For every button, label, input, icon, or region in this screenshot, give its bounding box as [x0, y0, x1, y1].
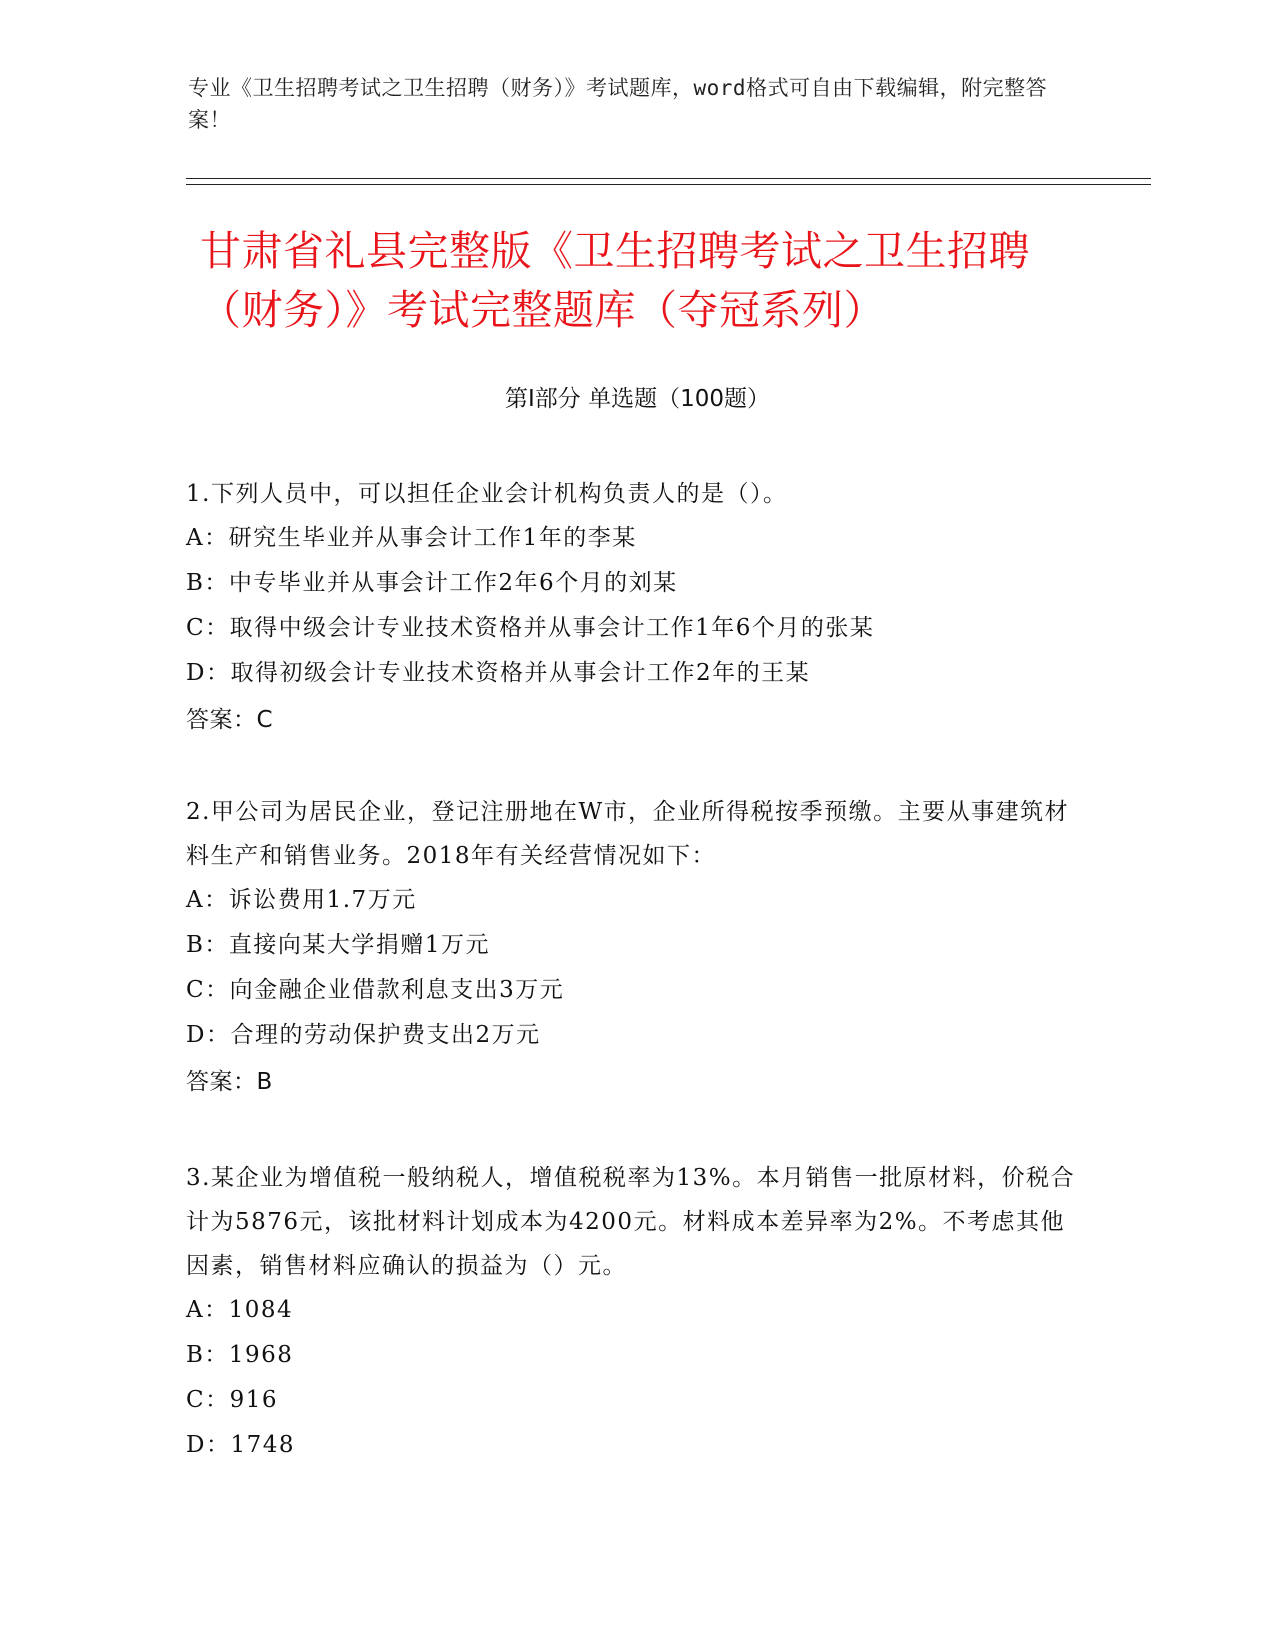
option-d: D：合理的劳动保护费支出2万元: [186, 1022, 541, 1048]
question-stem: 3.某企业为增值税一般纳税人，增值税税率为13%。本月销售一批原材料，价税合计为5876元，该批材料计划成本为4200元。材料成本差异率为2%。不考虑其他因素，销售材料应确认的损益为（）元。: [186, 1165, 1076, 1279]
option-a: A：研究生毕业并从事会计工作1年的李某: [186, 525, 637, 551]
header-note: 专业《卫生招聘考试之卫生招聘（财务）》考试题库，word格式可自由下载编辑，附完整答案！: [188, 76, 1048, 132]
option-c: C：向金融企业借款利息支出3万元: [186, 977, 565, 1003]
option-b: B：1968: [186, 1342, 294, 1368]
option-d: D：1748: [186, 1432, 295, 1458]
option-d: D：取得初级会计专业技术资格并从事会计工作2年的王某: [186, 660, 811, 686]
option-a: A：1084: [186, 1297, 294, 1323]
question-1: [186, 472, 1086, 744]
header-divider-bottom: [186, 184, 1151, 185]
question-2: [186, 790, 1086, 1106]
question-stem: 1.下列人员中，可以担任企业会计机构负责人的是（）。: [186, 481, 788, 507]
option-b: B：直接向某大学捐赠1万元: [186, 932, 491, 958]
header-divider-top: [186, 178, 1151, 179]
answer: 答案：C: [186, 707, 274, 733]
option-c: C：916: [186, 1387, 278, 1413]
option-b: B：中专毕业并从事会计工作2年6个月的刘某: [186, 570, 678, 596]
section-heading: 第Ⅰ部分 单选题（100题）: [505, 386, 770, 412]
question-stem: 2.甲公司为居民企业，登记注册地在W市，企业所得税按季预缴。主要从事建筑材料生产和销售业务。2018年有关经营情况如下：: [186, 799, 1070, 869]
document-title: 甘肃省礼县完整版《卫生招聘考试之卫生招聘（财务）》考试完整题库（夺冠系列）: [200, 227, 1030, 334]
question-3: [186, 1156, 1086, 1468]
option-c: C：取得中级会计专业技术资格并从事会计工作1年6个月的张某: [186, 615, 875, 641]
answer: 答案：B: [186, 1069, 273, 1095]
option-a: A：诉讼费用1.7万元: [186, 887, 417, 913]
